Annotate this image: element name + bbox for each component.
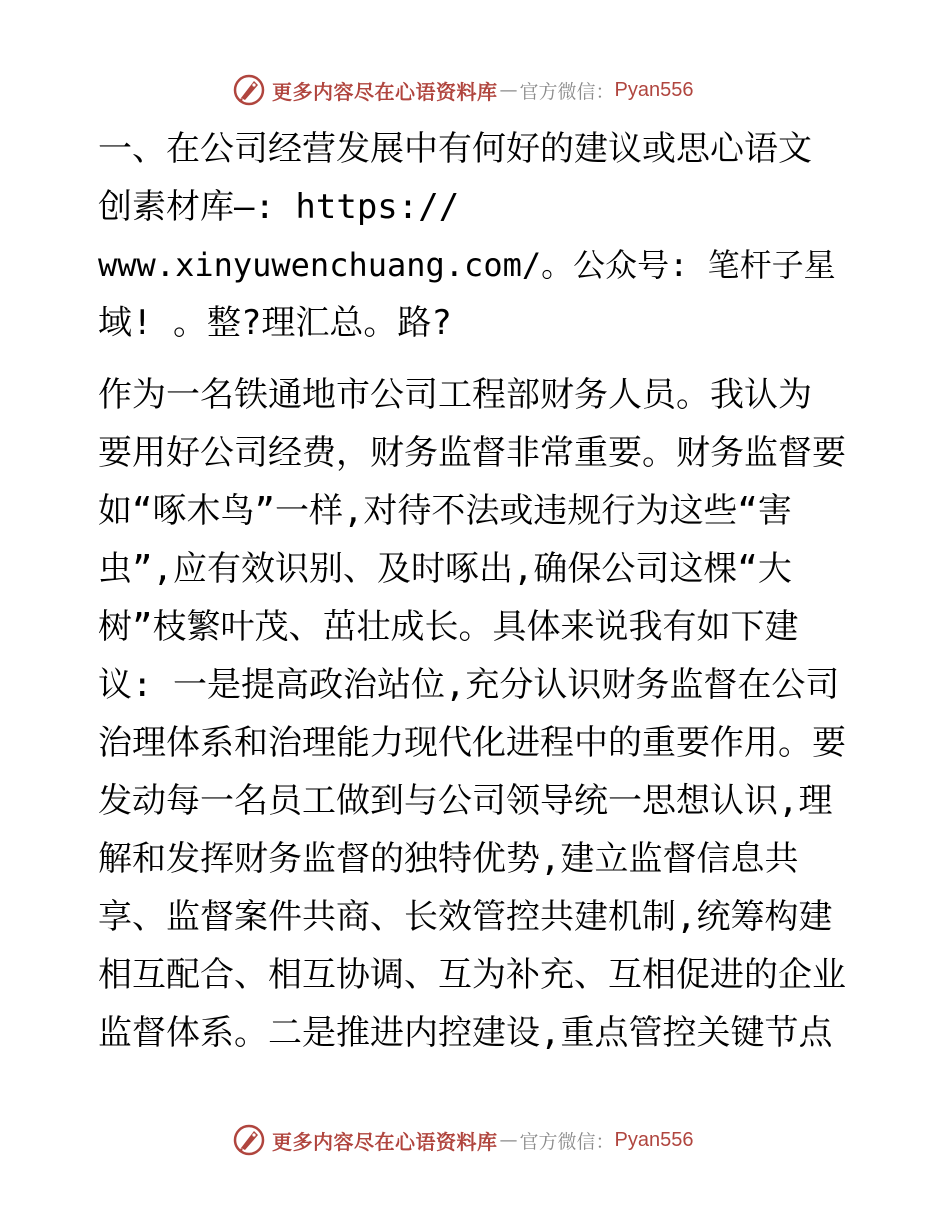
text-line: 作为一名铁通地市公司工程部财务人员。我认为	[98, 375, 812, 415]
text-line: 议: 一是提高政治站位,充分认识财务监督在公司	[98, 665, 840, 705]
text-line: 治理体系和治理能力现代化进程中的重要作用。要	[98, 723, 846, 763]
text-line: 树”枝繁叶茂、茁壮成长。具体来说我有如下建	[98, 607, 799, 647]
text-line: 相互配合、相互协调、互为补充、互相促进的企业	[98, 955, 846, 995]
text-line: 一、在公司经营发展中有何好的建议或思心语文	[98, 129, 812, 169]
paragraph-spacer	[98, 352, 858, 366]
text-line: 虫”,应有效识别、及时啄出,确保公司这棵“大	[98, 549, 792, 589]
paragraph-1	[98, 120, 858, 352]
document-body	[98, 120, 858, 1062]
text-line: 创素材库—: https://	[98, 187, 460, 227]
text-line: 域! 。整?理汇总。路?	[98, 303, 452, 343]
watermark-contact-id: Pyan556	[614, 1128, 694, 1151]
text-line: 解和发挥财务监督的独特优势,建立监督信息共	[98, 839, 799, 879]
text-line: 监督体系。二是推进内控建设,重点管控关键节点	[98, 1013, 833, 1053]
pen-nib-logo-icon	[232, 1123, 266, 1157]
watermark-dash: —	[499, 1129, 518, 1151]
watermark-main-text: 更多内容尽在心语资料库	[272, 1129, 498, 1154]
watermark-contact-id: Pyan556	[614, 78, 694, 101]
watermark-dash: —	[499, 79, 518, 101]
text-line: 享、监督案件共商、长效管控共建机制,统筹构建	[98, 897, 833, 937]
watermark-contact-label: 官方微信：	[519, 1130, 615, 1153]
watermark-contact-label: 官方微信：	[519, 80, 615, 103]
watermark-main-text: 更多内容尽在心语资料库	[272, 79, 498, 104]
header-watermark	[232, 72, 693, 108]
footer-watermark	[232, 1122, 693, 1158]
text-line: 发动每一名员工做到与公司领导统一思想认识,理	[98, 781, 833, 821]
paragraph-2	[98, 366, 858, 1062]
text-line: www.xinyuwenchuang.com/。公众号: 笔杆子星	[98, 246, 836, 284]
text-line: 如“啄木鸟”一样,对待不法或违规行为这些“害	[98, 491, 792, 531]
pen-nib-logo-icon	[232, 73, 266, 107]
text-line: 要用好公司经费，财务监督非常重要。财务监督要	[98, 433, 846, 473]
